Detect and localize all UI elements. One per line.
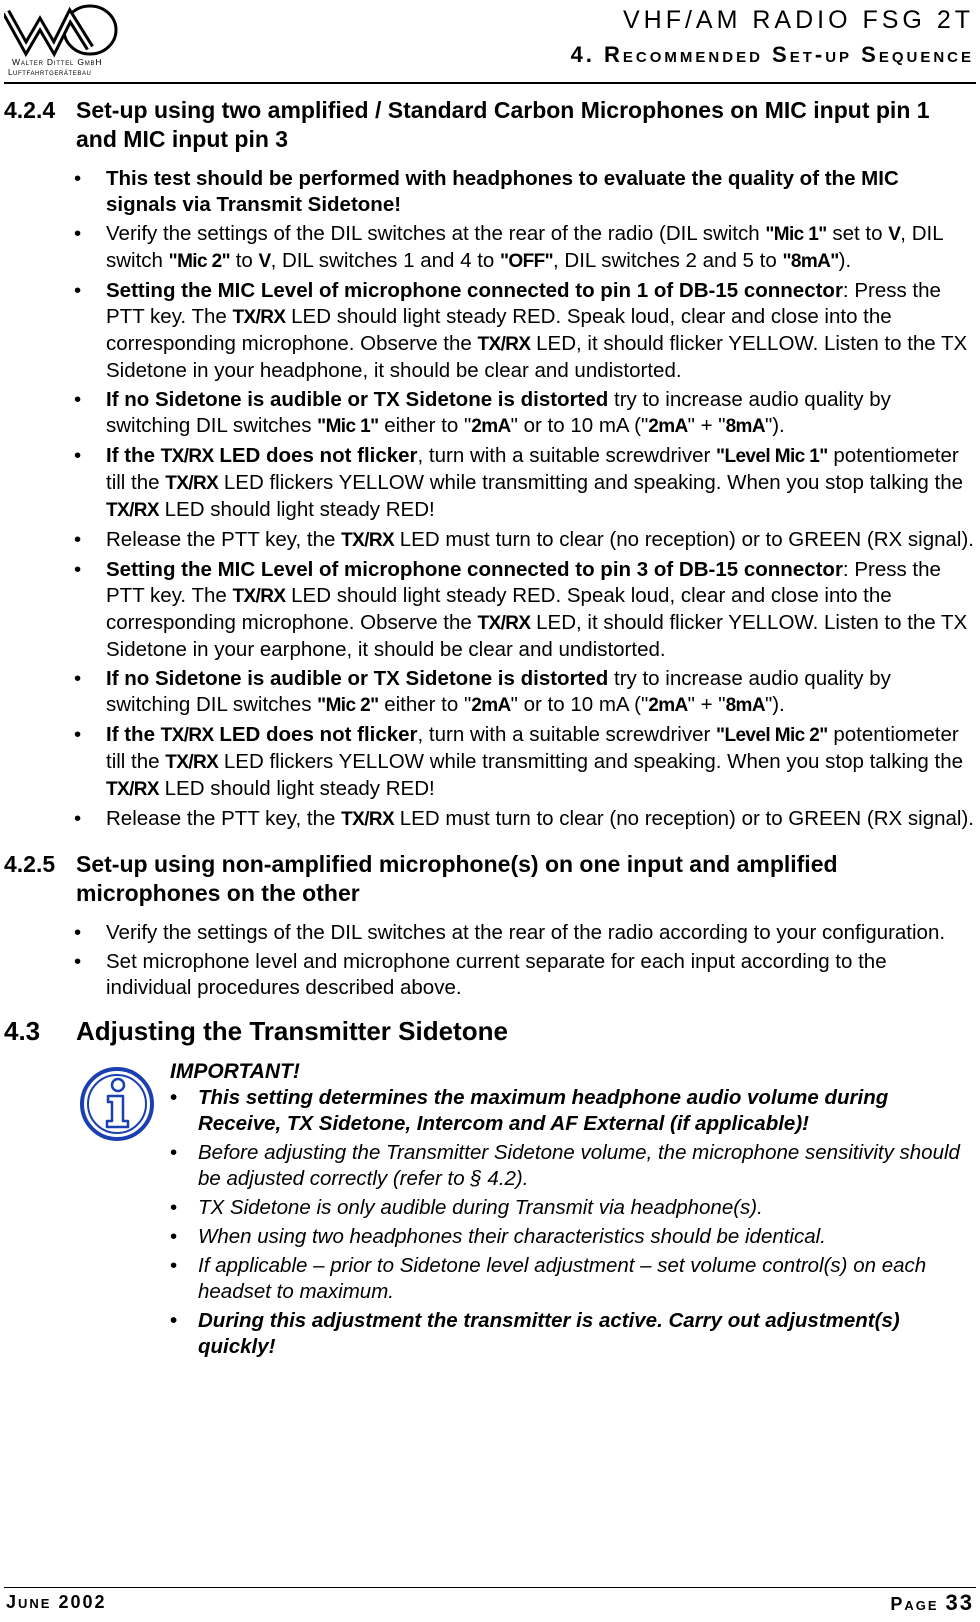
list-item: • During this adjustment the transmitter is active. Carry out adjustment(s) quickly! <box>198 1308 974 1360</box>
important-title: IMPORTANT! <box>170 1060 300 1083</box>
chapter-title: 4. Recommended Set-up Sequence <box>570 42 974 67</box>
list-item: • Verify the settings of the DIL switches at the rear of the radio according to your configuration. <box>106 920 974 946</box>
page-content <box>4 96 974 1363</box>
section-4-2-4-heading <box>4 96 974 154</box>
list-item: • Release the PTT key, the TX/RX LED must turn to clear (no reception) or to GREEN (RX signal). <box>106 806 974 833</box>
section-4-2-5-heading <box>4 850 974 908</box>
section-number: 4.3 <box>4 1016 41 1046</box>
section-number: 4.2.5 <box>4 851 56 877</box>
section-4-2-4-list <box>4 166 974 833</box>
list-item: • Before adjusting the Transmitter Sidetone volume, the microphone sensitivity should be adjusted correctly (refer to § 4.2). <box>198 1140 974 1192</box>
section-title: Set-up using non-amplified microphone(s) on one input and amplified microphones on the other <box>76 851 838 906</box>
page-number: 33 <box>945 1590 974 1615</box>
footer-date: June 2002 <box>6 1592 107 1612</box>
list-item: • If the TX/RX LED does not flicker, turn with a suitable screwdriver "Level Mic 1" potentiometer till the TX/RX LED flickers YELLOW while transmitting and speaking. When you stop talking the TX/RX LED should light steady RED! <box>106 443 974 524</box>
section-number: 4.2.4 <box>4 97 56 123</box>
important-notice <box>4 1059 974 1360</box>
section-title: Adjusting the Transmitter Sidetone <box>76 1016 508 1046</box>
logo-company-name: Walter Dittel GmbH <box>12 57 103 67</box>
list-item: • When using two headphones their characteristics should be identical. <box>198 1224 974 1250</box>
list-item: • TX Sidetone is only audible during Transmit via headphone(s). <box>198 1195 974 1221</box>
footer-divider <box>4 1587 976 1588</box>
page-header <box>0 0 980 86</box>
wd-logo-icon <box>4 2 128 58</box>
list-item: • Set microphone level and microphone current separate for each input according to the individual procedures described above. <box>106 949 974 1001</box>
section-title: Set-up using two amplified / Standard Carbon Microphones on MIC input pin 1 and MIC input pin 3 <box>76 97 930 152</box>
company-logo <box>4 2 128 76</box>
list-item: • If no Sidetone is audible or TX Sidetone is distorted try to increase audio quality by switching DIL switches "Mic 2" either to "2mA" or to 10 mA ("2mA" + "8mA"). <box>106 666 974 719</box>
header-divider <box>4 82 976 84</box>
list-item: • Release the PTT key, the TX/RX LED must turn to clear (no reception) or to GREEN (RX signal). <box>106 527 974 554</box>
document-title: VHF/AM RADIO FSG 2T <box>622 6 974 34</box>
info-icon <box>78 1065 156 1143</box>
section-4-3-heading <box>4 1015 974 1047</box>
list-item: • Setting the MIC Level of microphone connected to pin 1 of DB-15 connector: Press the PTT key. The TX/RX LED should light steady RED. Speak loud, clear and close into the corresponding microphone. Observe the TX/RX LED, it should flicker YELLOW. Listen to the TX Sidetone in your headphone, it should be clear and undistorted. <box>106 278 974 384</box>
logo-division: Luftfahrtgerätebau <box>8 68 92 77</box>
list-item: • Verify the settings of the DIL switches at the rear of the radio (DIL switch "Mic 1" set to V, DIL switch "Mic 2" to V, DIL switches 1 and 4 to "OFF", DIL switches 2 and 5 to "8mA"). <box>106 221 974 275</box>
footer-page <box>890 1590 974 1616</box>
section-4-2-5-list <box>4 920 974 1001</box>
list-item: • If no Sidetone is audible or TX Sidetone is distorted try to increase audio quality by switching DIL switches "Mic 1" either to "2mA" or to 10 mA ("2mA" + "8mA"). <box>106 387 974 440</box>
page-label: Page <box>890 1594 939 1614</box>
important-list <box>170 1085 974 1360</box>
list-item: • This test should be performed with headphones to evaluate the quality of the MIC signals via Transmit Sidetone! <box>106 166 974 218</box>
list-item: • If applicable – prior to Sidetone level adjustment – set volume control(s) on each headset to maximum. <box>198 1253 974 1305</box>
list-item: • If the TX/RX LED does not flicker, turn with a suitable screwdriver "Level Mic 2" potentiometer till the TX/RX LED flickers YELLOW while transmitting and speaking. When you stop talking the TX/RX LED should light steady RED! <box>106 722 974 803</box>
list-item: • This setting determines the maximum headphone audio volume during Receive, TX Sidetone, Intercom and AF External (if applicable)! <box>198 1085 974 1137</box>
list-item: • Setting the MIC Level of microphone connected to pin 3 of DB-15 connector: Press the PTT key. The TX/RX LED should light steady RED. Speak loud, clear and close into the corresponding microphone. Observe the TX/RX LED, it should flicker YELLOW. Listen to the TX Sidetone in your earphone, it should be clear and undistorted. <box>106 557 974 663</box>
